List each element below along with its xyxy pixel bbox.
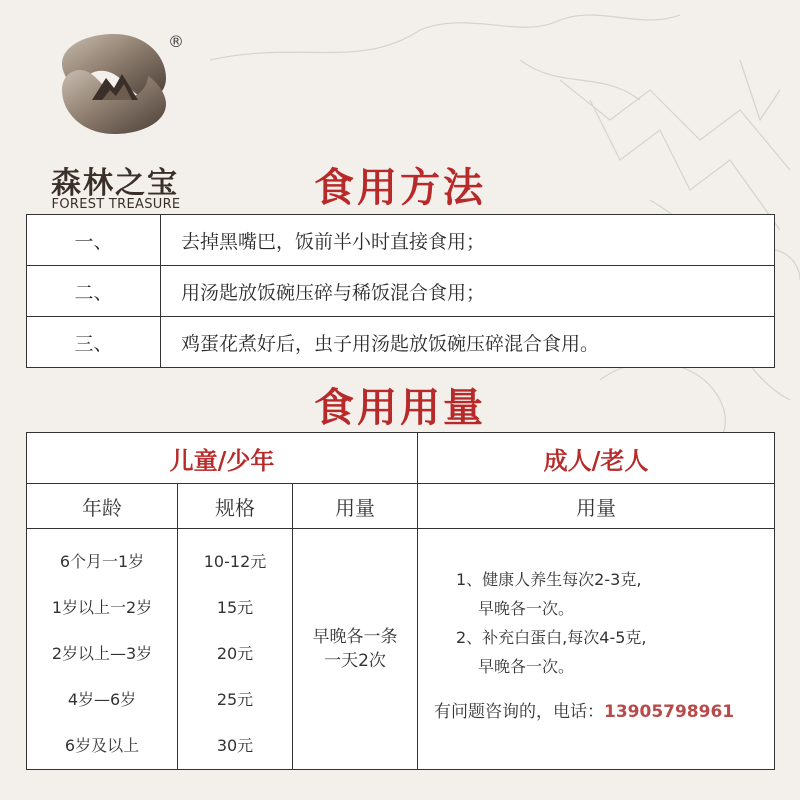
adult-usage-header: 用量 — [418, 484, 775, 529]
list-item: 30元 — [216, 736, 254, 755]
phone-number: 13905798961 — [604, 702, 735, 722]
dosage-body-row — [27, 529, 775, 770]
list-item: 4岁—6岁 — [67, 690, 137, 709]
dosage-title: 食用用量 — [314, 384, 486, 431]
spec-header: 规格 — [178, 484, 293, 529]
list-item: 20元 — [216, 644, 254, 663]
method-text: 鸡蛋花煮好后，虫子用汤匙放饭碗压碎混合食用。 — [161, 317, 775, 368]
method-num: 二、 — [27, 266, 161, 317]
list-item: 2岁以上—3岁 — [51, 644, 153, 663]
method-table — [26, 214, 775, 368]
adult-usage-line: 早晚各一次。 — [478, 599, 575, 618]
method-num: 一、 — [27, 215, 161, 266]
list-item: 1岁以上一2岁 — [51, 598, 153, 617]
list-item: 6岁及以上 — [64, 736, 140, 755]
spec-list-cell — [178, 529, 293, 770]
adult-usage-line: 2、补充白蛋白,每次4-5克, — [456, 628, 647, 647]
forest-treasure-emblem-icon — [58, 28, 170, 140]
group-header-row — [27, 433, 775, 484]
method-text: 去掉黑嘴巴，饭前半小时直接食用； — [161, 215, 775, 266]
contact-row — [434, 697, 734, 722]
column-header-row — [27, 484, 775, 529]
list-item: 6个月一1岁 — [59, 552, 145, 571]
adult-usage-line: 1、健康人养生每次2-3克, — [456, 570, 642, 589]
child-usage-line2: 一天2次 — [324, 651, 386, 671]
method-title: 食用方法 — [314, 164, 486, 211]
child-usage-line1: 早晚各一条 — [312, 627, 398, 647]
adult-group-header: 成人/老人 — [418, 433, 775, 484]
age-header: 年龄 — [27, 484, 178, 529]
dosage-table — [26, 432, 775, 770]
method-text: 用汤匙放饭碗压碎与稀饭混合食用； — [161, 266, 775, 317]
table-row — [27, 317, 775, 368]
list-item: 10-12元 — [203, 552, 267, 571]
table-row — [27, 215, 775, 266]
child-group-header: 儿童/少年 — [27, 433, 418, 484]
child-usage-cell — [293, 529, 418, 770]
age-list-cell — [27, 529, 178, 770]
table-row — [27, 266, 775, 317]
list-item: 25元 — [216, 690, 254, 709]
method-num: 三、 — [27, 317, 161, 368]
brand-name-en: FOREST TREASURE — [51, 197, 181, 212]
registered-mark: ® — [168, 32, 184, 51]
list-item: 15元 — [216, 598, 254, 617]
brand-name-cn: 森林之宝 — [51, 166, 179, 201]
contact-label: 有问题咨询的，电话： — [434, 702, 604, 722]
adult-usage-line: 早晚各一次。 — [478, 657, 575, 676]
usage-header: 用量 — [293, 484, 418, 529]
adult-usage-cell — [418, 529, 775, 770]
